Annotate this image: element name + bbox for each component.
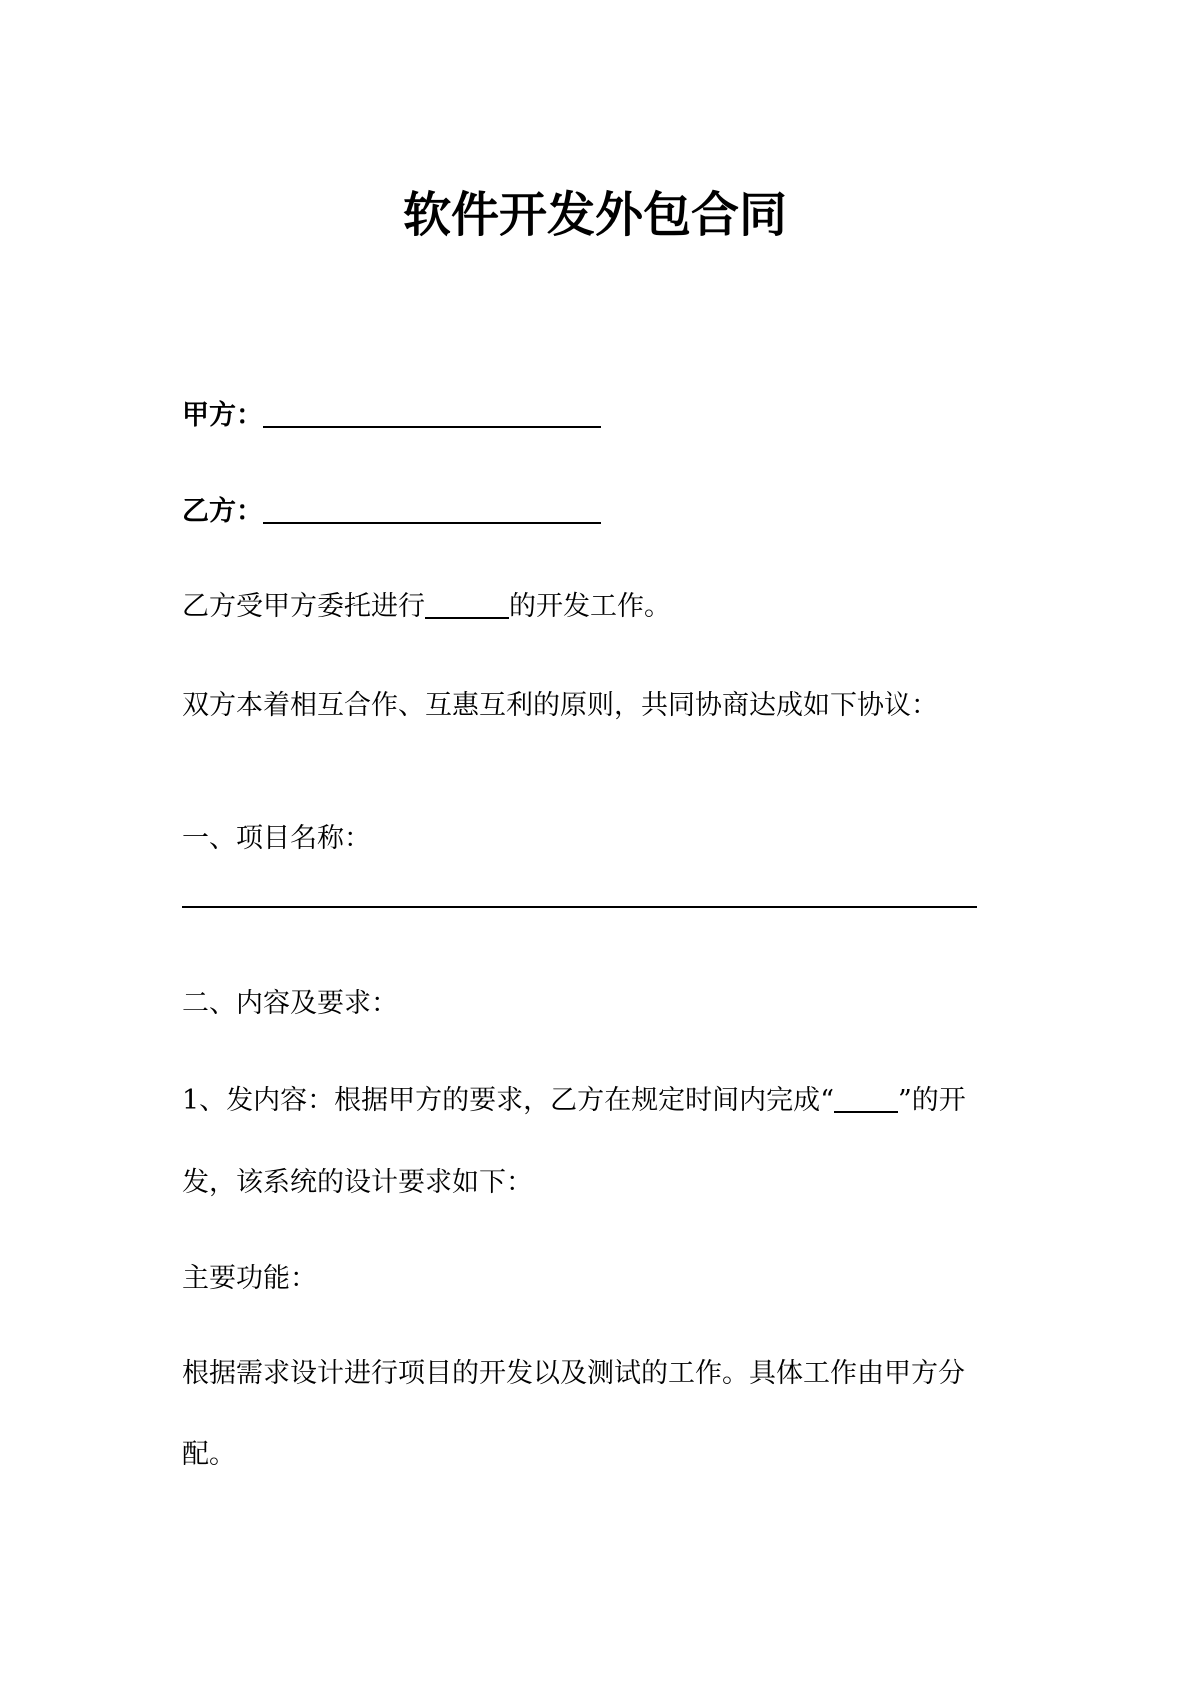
entrust-suffix: 的开发工作。 (509, 591, 671, 622)
functions-line1: 根据需求设计进行项目的开发以及测试的工作。具体工作由甲方分 (182, 1358, 965, 1389)
item1-open-quote: “ (820, 1085, 834, 1116)
item1-line1 (182, 1083, 966, 1119)
item1-line2: 发，该系统的设计要求如下： (182, 1167, 533, 1198)
main-functions-label: 主要功能： (182, 1263, 317, 1294)
party-a-label: 甲方： (182, 400, 263, 431)
document-title: 软件开发外包合同 (402, 187, 787, 243)
entrust-prefix: 乙方受甲方委托进行 (182, 591, 425, 622)
party-b-blank (263, 521, 601, 524)
party-b-label: 乙方： (182, 496, 263, 527)
item1-blank (834, 1110, 898, 1113)
party-a-line (182, 398, 601, 434)
entrust-blank (425, 616, 509, 619)
section2-heading: 二、内容及要求： (182, 988, 398, 1019)
item1-close-quote: ”的开 (898, 1085, 966, 1116)
item1-prefix: 1、发内容：根据甲方的要求，乙方在规定时间内完成 (182, 1085, 821, 1116)
section1-heading: 一、项目名称： (182, 823, 371, 854)
principle-line: 双方本着相互合作、互惠互利的原则，共同协商达成如下协议： (182, 690, 938, 721)
party-b-line (182, 494, 601, 530)
functions-line2: 配。 (182, 1439, 236, 1470)
project-name-blank (182, 906, 977, 908)
party-a-blank (263, 425, 601, 428)
entrust-line (182, 589, 671, 625)
